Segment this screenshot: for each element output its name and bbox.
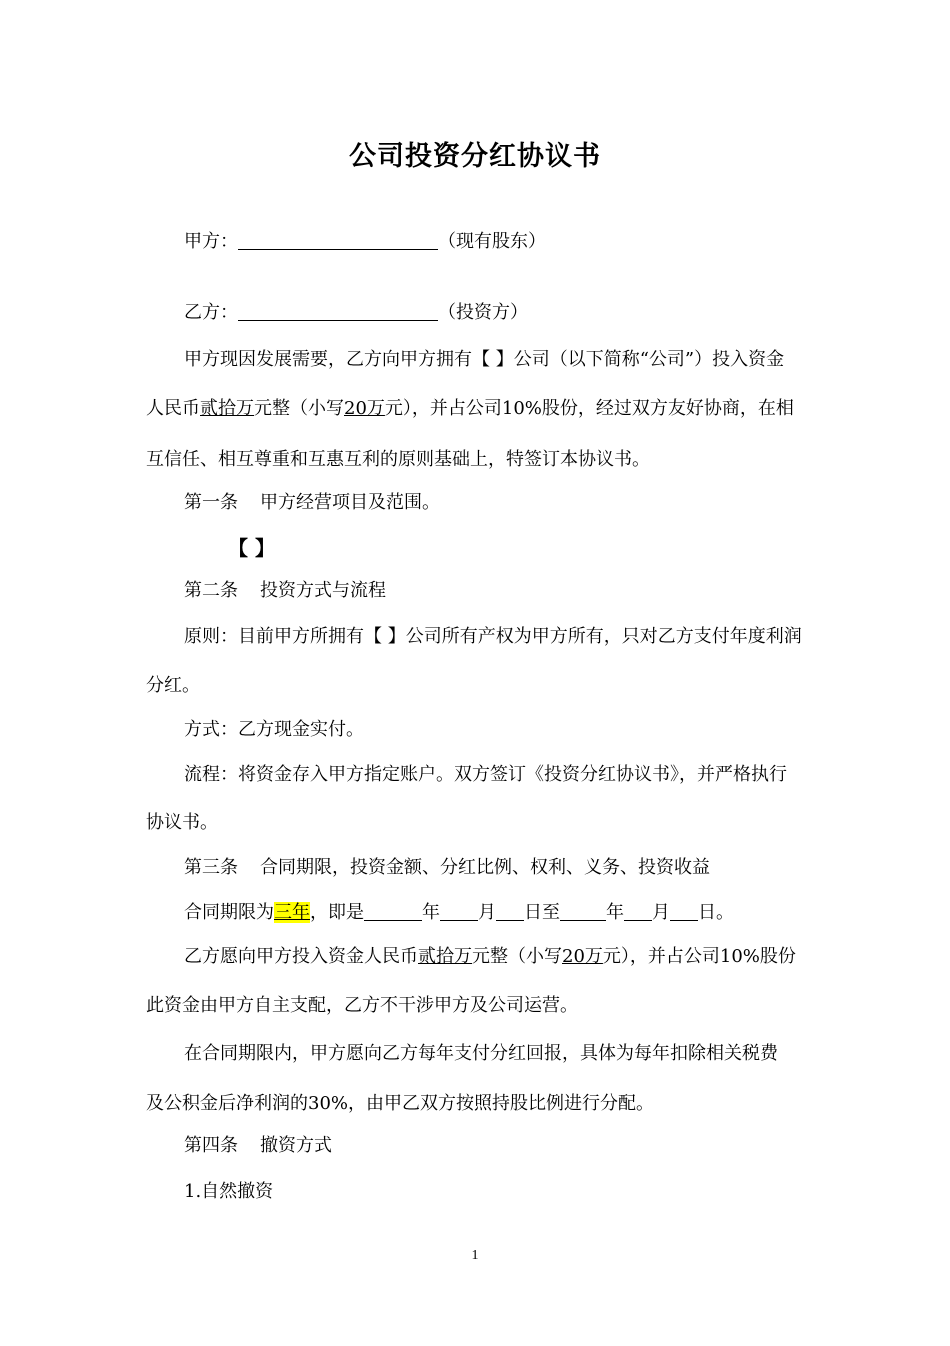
amount-number: 20万 bbox=[344, 398, 385, 419]
intro-mid: 元整（小写 bbox=[254, 398, 344, 419]
withdrawal-item-1: 1.自然撤资 bbox=[184, 1181, 274, 1202]
article-4-title: 撤资方式 bbox=[260, 1135, 332, 1156]
intro-line-1: 甲方现因发展需要，乙方向甲方拥有【 】公司（以下简称“公司”）投入资金 bbox=[184, 349, 785, 370]
principle-line-2: 分红。 bbox=[146, 675, 200, 696]
party-b-note: （投资方） bbox=[438, 302, 528, 323]
start-month-blank[interactable] bbox=[440, 902, 478, 921]
start-year-blank[interactable] bbox=[364, 902, 422, 921]
term-prefix: 合同期限为 bbox=[184, 902, 274, 923]
intro-line-3: 互信任、相互尊重和互惠互利的原则基础上，特签订本协议书。 bbox=[146, 449, 650, 470]
method-line: 方式：乙方现金实付。 bbox=[184, 719, 364, 740]
investment-mid: 元整（小写 bbox=[472, 946, 562, 967]
end-year-blank[interactable] bbox=[560, 902, 606, 921]
article-2-heading bbox=[184, 580, 386, 602]
article-1-heading bbox=[184, 492, 440, 514]
year-label-2: 年 bbox=[606, 902, 624, 923]
dividend-line-2: 及公积金后净利润的30%，由甲乙双方按照持股比例进行分配。 bbox=[146, 1093, 655, 1114]
page-number: 1 bbox=[471, 1248, 479, 1263]
investment-suffix: 元），并占公司10%股份 bbox=[602, 946, 796, 967]
term-mid: ，即是 bbox=[310, 902, 364, 923]
term-line bbox=[184, 902, 734, 924]
party-a-label: 甲方： bbox=[184, 231, 238, 252]
article-3-heading bbox=[184, 857, 710, 879]
document-title: 公司投资分红协议书 bbox=[349, 141, 601, 172]
article-1-number: 第一条 bbox=[184, 492, 238, 513]
party-a-note: （现有股东） bbox=[438, 231, 546, 252]
article-2-title: 投资方式与流程 bbox=[260, 580, 386, 601]
party-b-blank[interactable] bbox=[238, 302, 438, 321]
end-month-blank[interactable] bbox=[624, 902, 652, 921]
investment-amount-chinese: 贰拾万 bbox=[418, 946, 472, 967]
article-3-number: 第三条 bbox=[184, 857, 238, 878]
process-line-1: 流程：将资金存入甲方指定账户。双方签订《投资分红协议书》，并严格执行 bbox=[184, 764, 787, 785]
article-1-content: 【 】 bbox=[228, 536, 275, 560]
dividend-line-1: 在合同期限内，甲方愿向乙方每年支付分红回报，具体为每年扣除相关税费 bbox=[184, 1043, 778, 1064]
amount-chinese: 贰拾万 bbox=[200, 398, 254, 419]
year-label: 年 bbox=[422, 902, 440, 923]
party-a-line bbox=[184, 231, 546, 253]
control-line: 此资金由甲方自主支配，乙方不干涉甲方及公司运营。 bbox=[146, 995, 578, 1016]
day-label: 日。 bbox=[698, 902, 734, 923]
party-a-blank[interactable] bbox=[238, 231, 438, 250]
party-b-line bbox=[184, 302, 528, 324]
article-2-number: 第二条 bbox=[184, 580, 238, 601]
day-to-label: 日至 bbox=[524, 902, 560, 923]
intro-prefix: 人民币 bbox=[146, 398, 200, 419]
process-line-2: 协议书。 bbox=[146, 812, 218, 833]
start-day-blank[interactable] bbox=[496, 902, 524, 921]
article-4-heading bbox=[184, 1135, 332, 1157]
end-day-blank[interactable] bbox=[670, 902, 698, 921]
intro-suffix: 元），并占公司10%股份，经过双方友好协商，在相 bbox=[384, 398, 794, 419]
term-duration: 三年 bbox=[274, 902, 310, 923]
investment-line bbox=[184, 946, 796, 968]
investment-prefix: 乙方愿向甲方投入资金人民币 bbox=[184, 946, 418, 967]
article-4-number: 第四条 bbox=[184, 1135, 238, 1156]
month-label: 月 bbox=[478, 902, 496, 923]
intro-line-2 bbox=[146, 398, 794, 420]
party-b-label: 乙方： bbox=[184, 302, 238, 323]
principle-line-1: 原则：目前甲方所拥有【 】公司所有产权为甲方所有，只对乙方支付年度利润 bbox=[184, 626, 802, 647]
month-label-2: 月 bbox=[652, 902, 670, 923]
investment-amount-number: 20万 bbox=[562, 946, 603, 967]
article-1-title: 甲方经营项目及范围。 bbox=[260, 492, 440, 513]
article-3-title: 合同期限，投资金额、分红比例、权利、义务、投资收益 bbox=[260, 857, 710, 878]
